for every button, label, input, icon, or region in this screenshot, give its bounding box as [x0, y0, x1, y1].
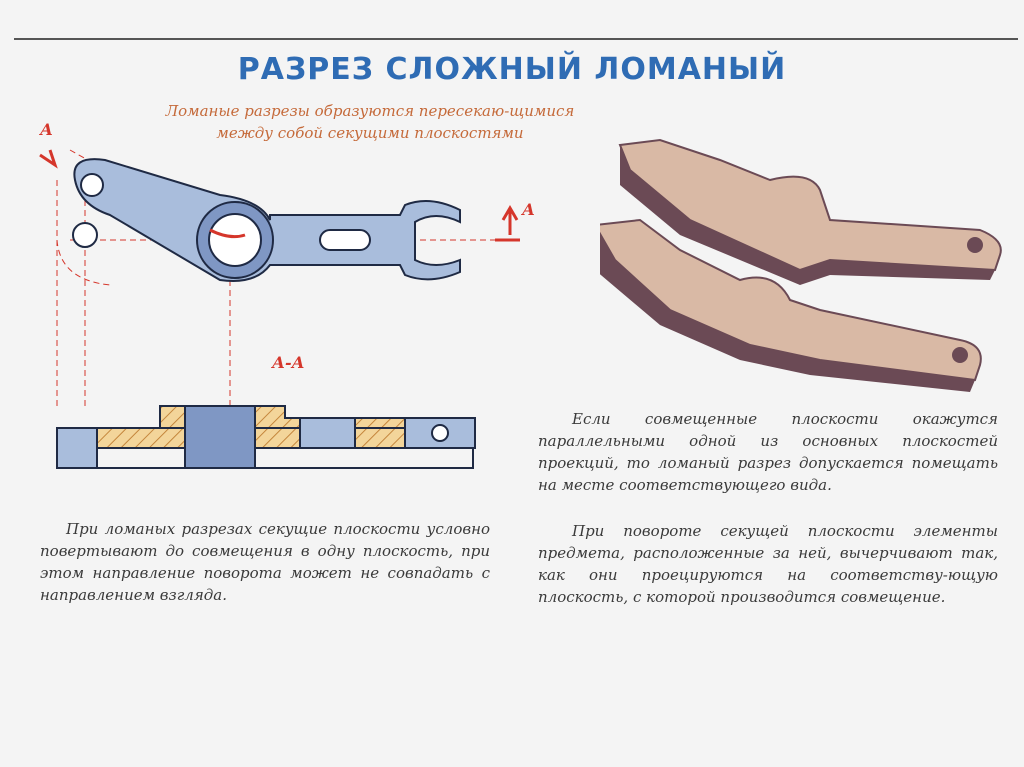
paragraph-left: При ломаных разрезах секущие плоскости условно повертывают до совмещения в одну плоскость, при этом направление поворота может не совпадать с направлением взгляда.: [40, 520, 490, 604]
cut-label-left: А: [40, 120, 54, 139]
paragraph-right-2: При повороте секущей плоскости элементы предмета, расположенные за ней, вычерчивают так, как они проецируются на соответству-ющую плоскость, с которой производится совмещение.: [538, 522, 998, 606]
cut-label-right: А: [522, 200, 536, 219]
model-illustration: [600, 130, 1010, 400]
top-rule: [14, 38, 1018, 40]
section-view-drawing: [55, 400, 485, 480]
slide-title: РАЗРЕЗ СЛОЖНЫЙ ЛОМАНЫЙ: [237, 52, 787, 87]
section-label: А-А: [272, 353, 305, 372]
paragraph-right-1: Если совмещенные плоскости окажутся параллельными одной из основных плоскостей проекций, то ломаный разрез допускается помещать на месте соответствующего вида.: [538, 410, 998, 494]
slide-subtitle: Ломаные разрезы образуются пересекаю-щимися между собой секущими плоскостями: [165, 102, 575, 142]
